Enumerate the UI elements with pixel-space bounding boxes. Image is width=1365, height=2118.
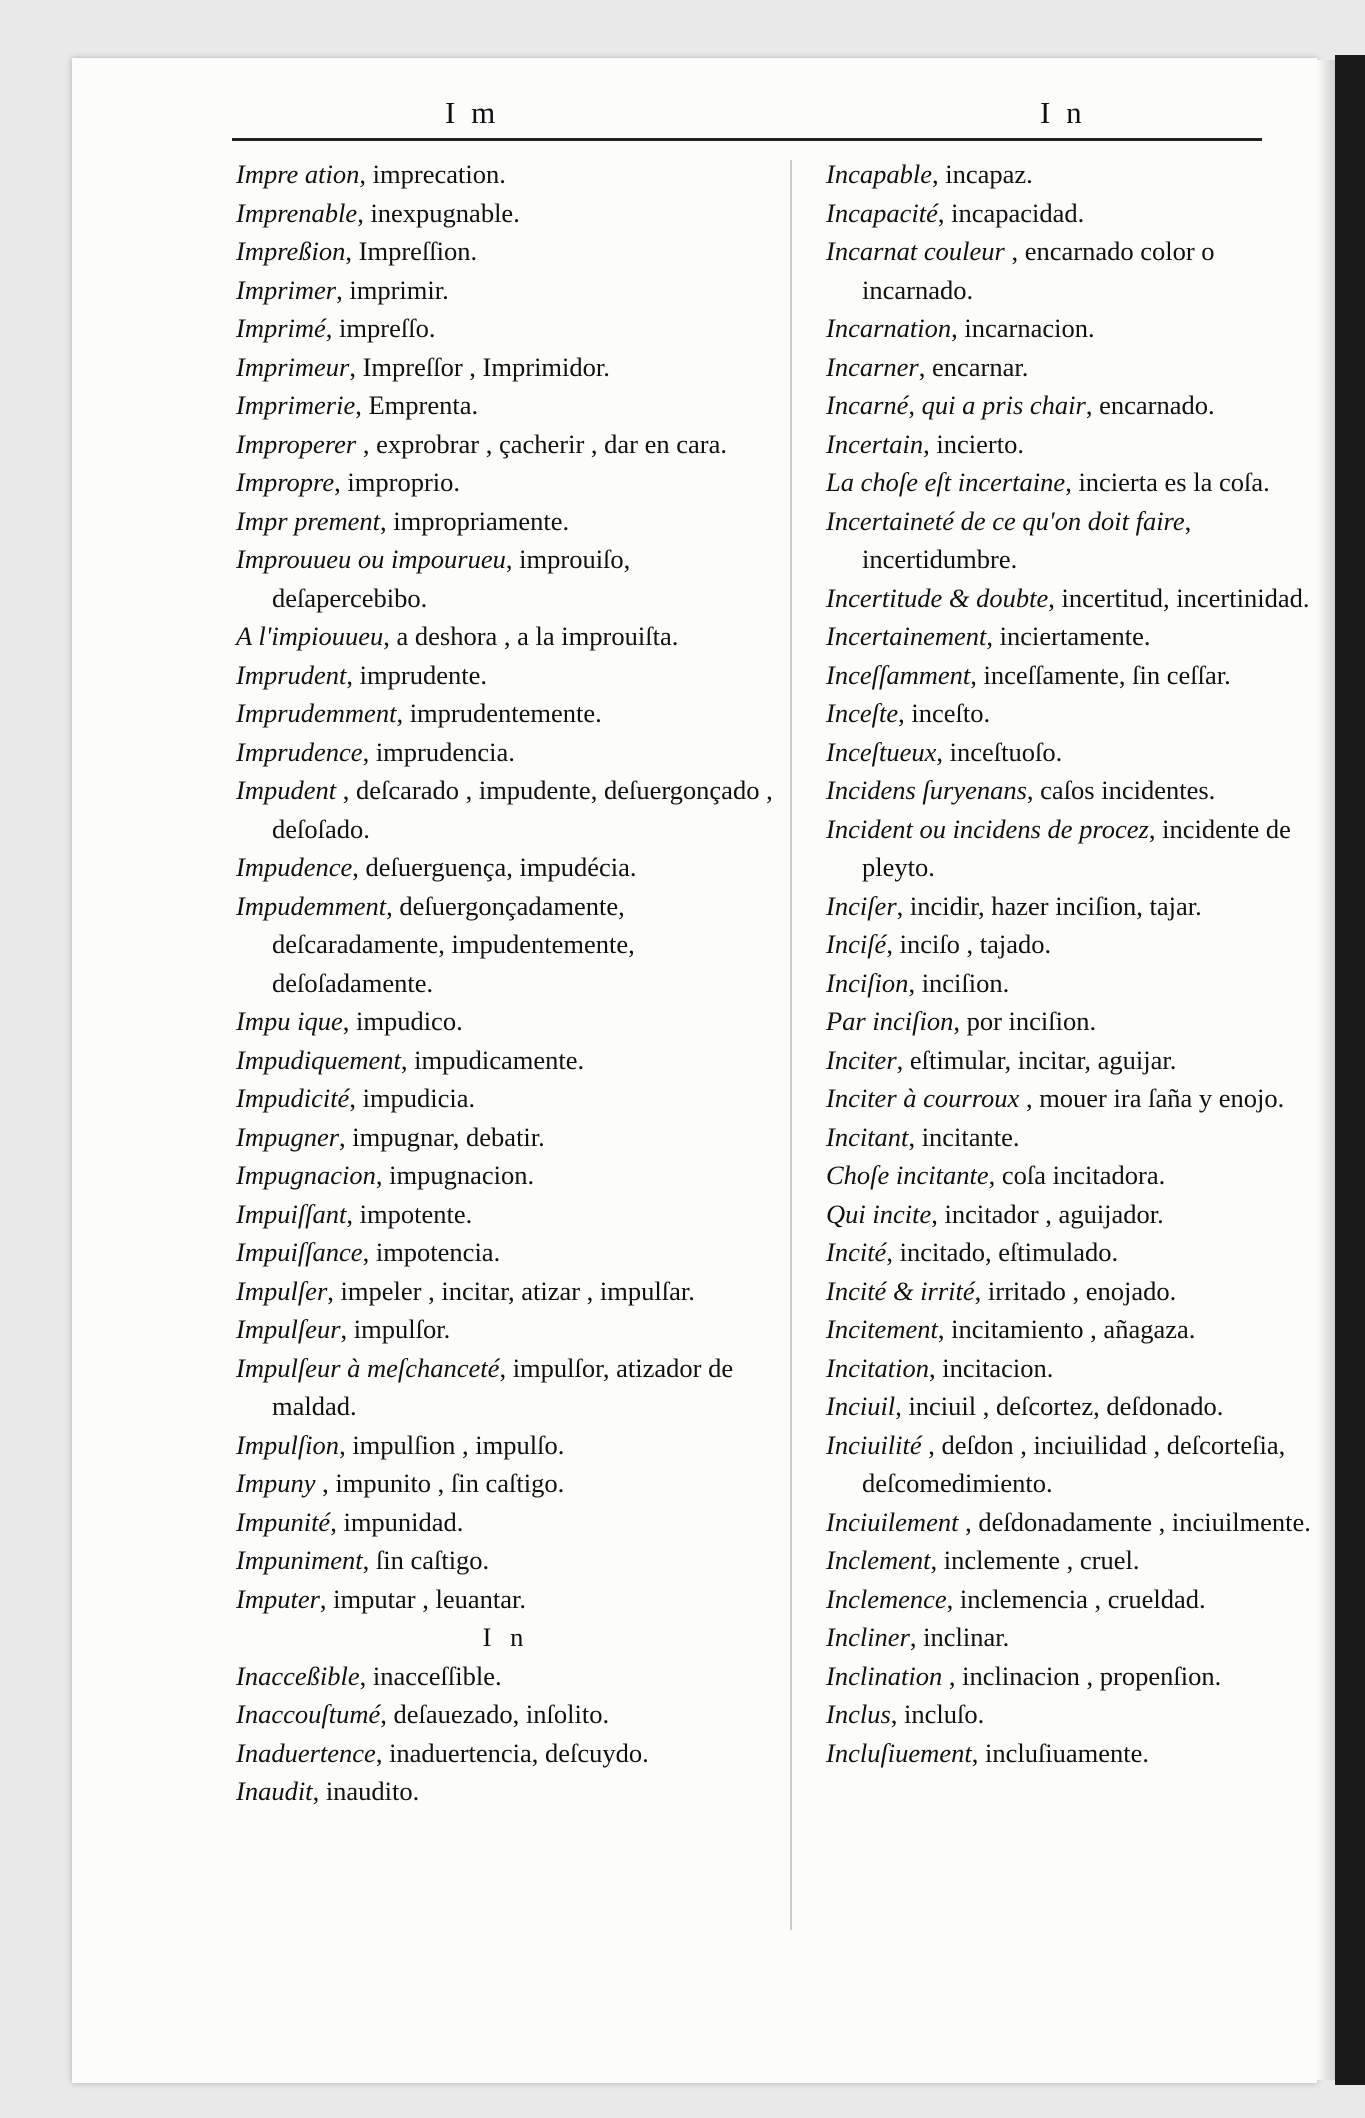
entry-translation: , incitacion.: [929, 1352, 1054, 1383]
dictionary-entry: [826, 1156, 1331, 1195]
entry-translation: , imputar , leuantar.: [319, 1583, 526, 1614]
entry-translation: , Emprenta.: [355, 390, 479, 420]
dictionary-entry: [236, 1695, 776, 1734]
dictionary-entry: [826, 1503, 1331, 1542]
dictionary-entry: [826, 309, 1331, 348]
entry-headword: Incertaineté de ce qu'on doit faire: [826, 505, 1185, 536]
dictionary-entry: [236, 1349, 776, 1426]
right-column: [826, 155, 1331, 1772]
entry-headword: A l'impiouueu: [236, 621, 384, 651]
entry-translation: , caſos incidentes.: [1026, 775, 1216, 805]
dictionary-entry: [236, 656, 776, 695]
dictionary-entry: [826, 1426, 1331, 1503]
dictionary-entry: [236, 194, 776, 233]
entry-headword: Inciuil: [826, 1391, 896, 1421]
entry-headword: Incluſiuement: [826, 1737, 972, 1768]
entry-translation: , imprimir.: [336, 274, 449, 305]
left-column: [236, 155, 776, 1811]
entry-headword: Inceſte: [826, 698, 899, 728]
entry-translation: , inciſion.: [908, 967, 1010, 998]
entry-translation: , impotente.: [346, 1198, 473, 1229]
dictionary-entry: [236, 1580, 776, 1619]
entry-headword: Impudiquement: [236, 1044, 401, 1075]
entry-translation: , impulſion , impulſo.: [339, 1429, 565, 1460]
entry-translation: , coſa incitadora.: [988, 1160, 1166, 1190]
dictionary-entry: [236, 1541, 776, 1580]
entry-headword: Incapable: [826, 159, 932, 189]
entry-translation: , impulſor.: [340, 1314, 451, 1344]
entry-translation: , encarnado color o incarnado.: [862, 236, 1215, 305]
dictionary-entry: [826, 810, 1331, 887]
entry-headword: Improuueu ou impouruеu: [236, 544, 506, 574]
entry-translation: , impudicia.: [349, 1083, 476, 1113]
entry-headword: Incarné, qui a pris chair: [826, 390, 1086, 420]
dictionary-entry: [236, 887, 776, 1003]
entry-translation: , inaduertencia, deſcuydo.: [375, 1737, 649, 1768]
entry-translation: , Impreſſor , Imprimidor.: [349, 351, 610, 382]
header-rule: [232, 138, 1262, 141]
entry-headword: Impudence: [236, 852, 353, 882]
entry-headword: Impr prement: [236, 505, 381, 536]
entry-translation: , incarnacion.: [951, 313, 1095, 343]
dictionary-entry: [826, 1310, 1331, 1349]
dictionary-entry: [826, 1580, 1331, 1619]
entry-translation: , incierta es la coſa.: [1065, 467, 1270, 497]
entry-translation: , inceſſamente, ſin ceſſar.: [970, 659, 1231, 690]
entry-translation: , imprecation.: [359, 159, 506, 189]
entry-headword: Impreßion: [236, 236, 346, 266]
entry-translation: , inciertamente.: [986, 621, 1151, 651]
dictionary-entry: [826, 1541, 1331, 1580]
entry-headword: Inaduertence: [236, 1737, 376, 1768]
running-head-right: I n: [1040, 95, 1086, 130]
dictionary-entry: [826, 232, 1331, 309]
dictionary-entry: [236, 155, 776, 194]
entry-translation: , inceſtuoſo.: [936, 736, 1063, 767]
entry-headword: Impugner: [236, 1121, 340, 1152]
entry-translation: , improuiſo, deſapercebibo.: [272, 544, 631, 613]
entry-headword: Incarnation: [826, 313, 952, 343]
entry-translation: , irritado , enojado.: [974, 1275, 1177, 1306]
section-heading: I n: [482, 1622, 530, 1652]
entry-translation: , exprobrar , çacherir , dar en cara.: [356, 428, 727, 459]
entry-translation: , incidir, hazer inciſion, tajar.: [896, 890, 1202, 921]
dictionary-entry: [826, 1272, 1331, 1311]
entry-headword: Impudent: [236, 775, 337, 805]
entry-headword: Inceſſamment: [826, 659, 971, 690]
dictionary-entry: [236, 348, 776, 387]
dictionary-entry: [826, 502, 1331, 579]
dictionary-entry: [236, 1464, 776, 1503]
column-divider: [790, 160, 792, 1930]
entry-translation: , impulſor, atizador de maldad.: [272, 1352, 734, 1421]
entry-headword: Impulſeur: [236, 1314, 341, 1344]
dictionary-entry: [826, 694, 1331, 733]
entry-translation: , deſdon , inciuilidad , deſcorteſia, deſcomedimiento.: [862, 1429, 1286, 1498]
dictionary-entry: [826, 425, 1331, 464]
entry-headword: Imputer: [236, 1583, 320, 1614]
dictionary-entry: [236, 1503, 776, 1542]
entry-headword: Inciter: [826, 1044, 897, 1075]
entry-translation: , incluſiuamente.: [971, 1737, 1150, 1768]
dictionary-entry: [826, 1657, 1331, 1696]
dictionary-entry: [826, 1387, 1331, 1426]
entry-translation: , imprudentemente.: [396, 698, 602, 728]
dictionary-entry: [236, 502, 776, 541]
dictionary-entry: [826, 348, 1331, 387]
dictionary-entry: [826, 887, 1331, 926]
entry-translation: , encarnar.: [918, 351, 1029, 382]
entry-translation: , deſuerguença, impudécia.: [352, 852, 637, 882]
entry-headword: Imprimeur: [236, 351, 350, 382]
entry-translation: , incluſo.: [890, 1699, 985, 1729]
entry-headword: Impunité: [236, 1506, 331, 1537]
entry-headword: Impre ation: [236, 159, 360, 189]
entry-translation: , deſdonadamente , inciuilmente.: [958, 1506, 1311, 1537]
dictionary-entry: [826, 386, 1331, 425]
running-head-left: I m: [445, 95, 500, 130]
entry-headword: Imprenable: [236, 197, 358, 228]
entry-headword: Inaudit: [236, 1776, 313, 1806]
dictionary-entry: [236, 1772, 776, 1811]
entry-translation: , incidente de pleyto.: [862, 813, 1291, 882]
dictionary-entry: [236, 1734, 776, 1773]
entry-headword: Impulſer: [236, 1275, 328, 1306]
book-binding: [1335, 55, 1365, 2085]
entry-translation: , a deshora , a la improuiſta.: [383, 621, 679, 651]
entry-headword: Imprimerie: [236, 390, 356, 420]
entry-headword: Incertainement: [826, 621, 987, 651]
entry-translation: , impropriamente.: [380, 505, 570, 536]
entry-translation: , incitante.: [908, 1121, 1020, 1152]
entry-translation: , inciuil , deſcortez, deſdonado.: [895, 1391, 1224, 1421]
entry-translation: , impreſſo.: [325, 313, 436, 343]
entry-headword: Incidens ſurуenans: [826, 775, 1027, 805]
dictionary-entry: [826, 1079, 1331, 1118]
entry-headword: Inacceßible: [236, 1660, 360, 1691]
entry-headword: Incertitude & doubte: [826, 582, 1049, 613]
entry-headword: Impuny: [236, 1468, 316, 1498]
entry-headword: Inaccouſtumé: [236, 1699, 381, 1729]
entry-headword: Incitant: [826, 1121, 909, 1152]
dictionary-entry: [826, 463, 1331, 502]
entry-translation: , inclinacion , propenſion.: [942, 1660, 1222, 1691]
dictionary-entry: [826, 964, 1331, 1003]
entry-translation: , imprudencia.: [362, 736, 515, 767]
dictionary-entry: [826, 1002, 1331, 1041]
dictionary-entry: [236, 1079, 776, 1118]
entry-translation: , inceſto.: [898, 698, 991, 728]
entry-translation: , ſin caſtigo.: [362, 1545, 490, 1575]
entry-translation: , inexpugnable.: [357, 197, 520, 228]
entry-headword: Choſe incitante: [826, 1160, 989, 1190]
entry-headword: Incarnat couleur: [826, 236, 1005, 266]
entry-headword: Inciſion: [826, 967, 909, 998]
entry-headword: Par inciſion: [826, 1006, 954, 1036]
entry-headword: Inceſtueux: [826, 736, 937, 767]
dictionary-entry: [236, 1657, 776, 1696]
dictionary-entry: [236, 425, 776, 464]
dictionary-entry: [826, 1118, 1331, 1157]
dictionary-entry: [236, 1310, 776, 1349]
entry-translation: , improprio.: [334, 467, 461, 497]
entry-headword: Imprudence: [236, 736, 363, 767]
dictionary-entry: [826, 1618, 1331, 1657]
dictionary-entry: [236, 232, 776, 271]
entry-headword: Inciſer: [826, 890, 897, 921]
dictionary-entry: [236, 1233, 776, 1272]
entry-translation: , impeler , incitar, atizar , impulſar.: [327, 1275, 695, 1306]
entry-headword: Improperer: [236, 428, 357, 459]
dictionary-entry: [236, 1272, 776, 1311]
dictionary-entry: [826, 617, 1331, 656]
entry-headword: Impudicité: [236, 1083, 350, 1113]
dictionary-entry: [826, 733, 1331, 772]
entry-translation: , impudico.: [342, 1006, 463, 1036]
entry-translation: , inclemencia , crueldad.: [946, 1583, 1206, 1614]
entry-translation: , inaudito.: [312, 1776, 420, 1806]
dictionary-entry: [826, 771, 1331, 810]
dictionary-entry: [236, 1195, 776, 1234]
entry-headword: Incitement: [826, 1314, 938, 1344]
dictionary-entry: [826, 194, 1331, 233]
dictionary-entry: [826, 656, 1331, 695]
entry-headword: Impuniment: [236, 1545, 363, 1575]
dictionary-entry: [236, 1002, 776, 1041]
entry-headword: Inclemence: [826, 1583, 947, 1614]
entry-headword: Impudemment: [236, 890, 387, 921]
entry-headword: Incliner: [826, 1622, 910, 1652]
dictionary-entry: [826, 1233, 1331, 1272]
entry-translation: , impunidad.: [330, 1506, 464, 1537]
entry-translation: , imprudente.: [346, 659, 487, 690]
dictionary-entry: [236, 463, 776, 502]
dictionary-entry: [236, 386, 776, 425]
entry-translation: , por inciſion.: [953, 1006, 1097, 1036]
entry-translation: , incitamiento , añagaza.: [937, 1314, 1196, 1344]
entry-headword: Incité & irrité: [826, 1275, 975, 1306]
entry-translation: , Impreſſion.: [345, 236, 478, 266]
entry-translation: , inciſo , tajado.: [886, 929, 1052, 959]
entry-translation: , impugnacion.: [375, 1160, 535, 1190]
entry-headword: Incident ou incidens de procez: [826, 813, 1149, 844]
entry-headword: Incitation: [826, 1352, 930, 1383]
entry-translation: , incapaz.: [931, 159, 1033, 189]
entry-translation: , mouer ira ſaña y enojo.: [1019, 1083, 1285, 1113]
dictionary-entry: [236, 1426, 776, 1465]
entry-headword: Incertain: [826, 428, 924, 459]
dictionary-entry: [826, 579, 1331, 618]
entry-translation: , eſtimular, incitar, aguijar.: [896, 1044, 1177, 1075]
entry-headword: Inciſé: [826, 929, 887, 959]
entry-headword: Inciuilité: [826, 1429, 922, 1460]
entry-headword: Impulſeur à meſchanceté: [236, 1352, 500, 1383]
dictionary-entry: [826, 1349, 1331, 1388]
entry-translation: , impotencia.: [362, 1237, 501, 1267]
entry-headword: Inciuilement: [826, 1506, 959, 1537]
entry-translation: , impunito , ſin caſtigo.: [315, 1468, 565, 1498]
entry-headword: La choſe eſt incertaine: [826, 467, 1066, 497]
entry-headword: Inciter à courroux: [826, 1083, 1020, 1113]
entry-headword: Inclement: [826, 1545, 931, 1575]
entry-translation: , inclinar.: [909, 1622, 1010, 1652]
entry-headword: Imprimer: [236, 274, 337, 305]
dictionary-entry: [236, 540, 776, 617]
entry-headword: Incapacité: [826, 197, 938, 228]
entry-translation: , impudicamente.: [400, 1044, 585, 1075]
entry-headword: Impu ique: [236, 1006, 343, 1036]
dictionary-entry: [236, 309, 776, 348]
entry-translation: , encarnado.: [1085, 390, 1215, 420]
entry-headword: Impulſion: [236, 1429, 340, 1460]
entry-translation: , incitador , aguijador.: [931, 1198, 1164, 1229]
entry-headword: Impuiſſance: [236, 1237, 363, 1267]
entry-headword: Imprudemment: [236, 698, 397, 728]
dictionary-entry: [236, 771, 776, 848]
entry-headword: Qui incite: [826, 1198, 932, 1229]
dictionary-entry: [826, 1734, 1331, 1773]
entry-headword: Impropre: [236, 467, 335, 497]
entry-translation: , incierto.: [923, 428, 1024, 459]
dictionary-entry: [236, 617, 776, 656]
entry-headword: Incarner: [826, 351, 919, 382]
dictionary-entry: [236, 1041, 776, 1080]
entry-translation: , inclemente , cruel.: [930, 1545, 1140, 1575]
entry-translation: , incertitud, incertinidad.: [1048, 582, 1310, 613]
dictionary-entry: [236, 271, 776, 310]
entry-headword: Imprimé: [236, 313, 326, 343]
dictionary-entry: [826, 1041, 1331, 1080]
entry-headword: Impugnacion: [236, 1160, 376, 1190]
dictionary-entry: [236, 733, 776, 772]
dictionary-entry: [236, 1156, 776, 1195]
entry-translation: , deſuergonçadamente, deſcaradamente, impudentemente, deſoſadamente.: [272, 890, 635, 998]
entry-translation: , incapacidad.: [937, 197, 1085, 228]
entry-headword: Incité: [826, 1237, 887, 1267]
dictionary-entry: [236, 848, 776, 887]
dictionary-entry: [826, 925, 1331, 964]
dictionary-entry: [236, 694, 776, 733]
entry-headword: Impuiſſant: [236, 1198, 347, 1229]
dictionary-entry: [826, 1695, 1331, 1734]
dictionary-entry: [826, 1195, 1331, 1234]
entry-headword: Inclination: [826, 1660, 943, 1691]
entry-translation: , incitado, eſtimulado.: [886, 1237, 1119, 1267]
entry-translation: , deſauezado, inſolito.: [380, 1699, 610, 1729]
entry-translation: , impugnar, debatir.: [339, 1121, 545, 1152]
entry-translation: , deſcarado , impudente, deſuergonçado , deſoſado.: [272, 775, 773, 844]
entry-headword: Inclus: [826, 1699, 891, 1729]
entry-headword: Imprudent: [236, 659, 347, 690]
entry-translation: , incertidumbre.: [862, 505, 1192, 574]
dictionary-entry: [236, 1118, 776, 1157]
entry-translation: , inacceſſible.: [359, 1660, 502, 1691]
dictionary-entry: [826, 155, 1331, 194]
